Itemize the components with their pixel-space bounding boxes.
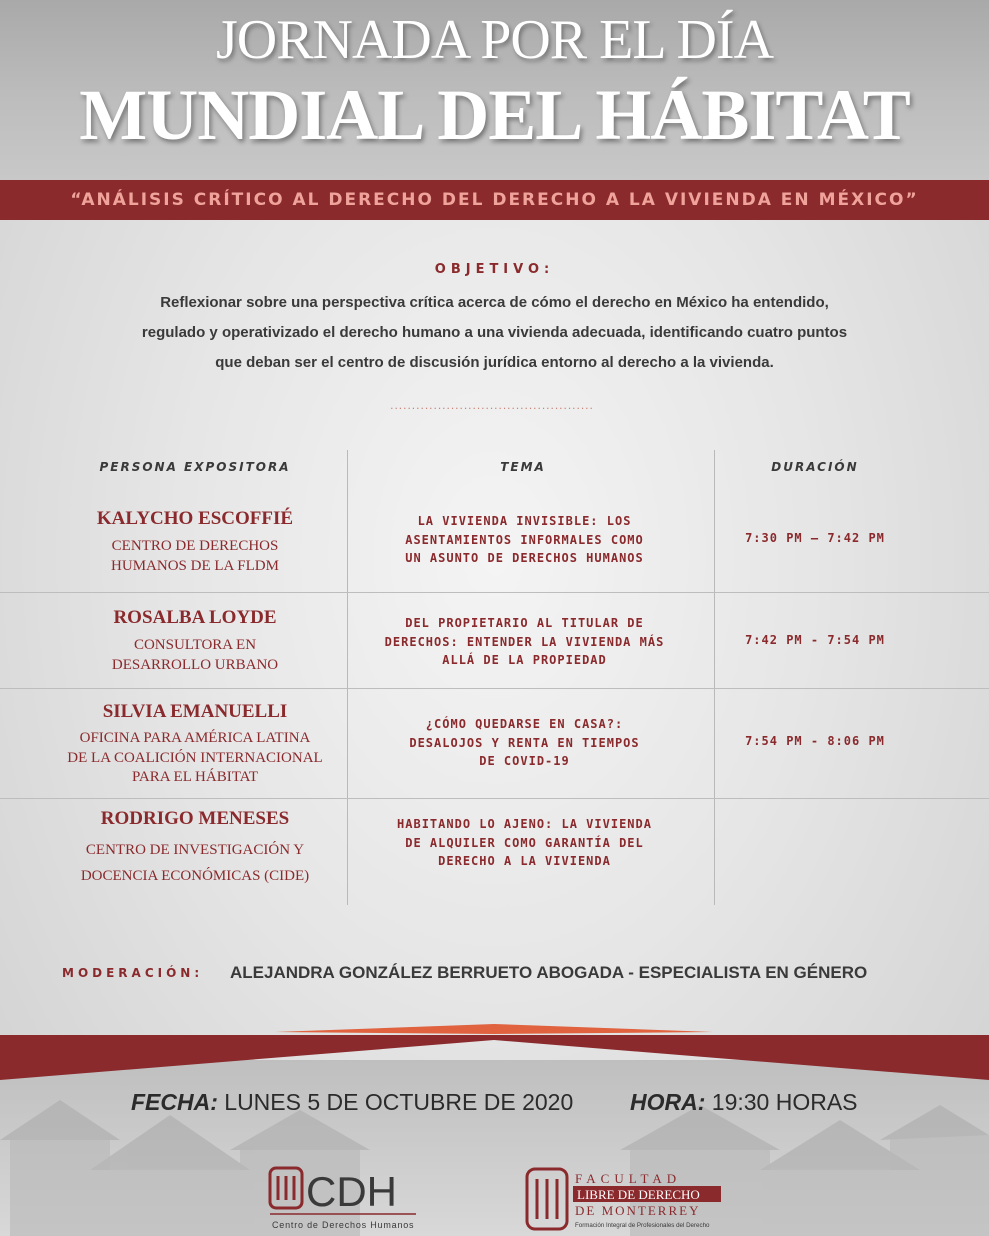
footer-band xyxy=(0,1020,989,1236)
org-line: DE LA COALICIÓN INTERNACIONAL xyxy=(67,749,323,766)
talk-duration: 7:54 PM - 8:06 PM xyxy=(745,734,885,748)
row-divider xyxy=(0,592,989,593)
speaker-name: RODRIGO MENESES xyxy=(100,808,290,829)
topic-line: HABITANDO LO AJENO: LA VIVIENDA xyxy=(397,817,652,831)
topic-line: ASENTAMIENTOS INFORMALES COMO xyxy=(405,532,644,547)
speaker-organization xyxy=(40,837,350,889)
org-line: CONSULTORA EN xyxy=(133,637,257,653)
topic-line: ALLÁ DE LA PROPIEDAD xyxy=(442,653,607,667)
speaker-organization xyxy=(40,537,350,576)
topic-line: DE ALQUILER COMO GARANTÍA DEL xyxy=(405,835,644,850)
objective-line: regulado y operativizado el derecho humano a una vivienda adecuada, identificando cuatro puntos xyxy=(141,324,848,341)
talk-topic xyxy=(352,614,697,670)
dotted-divider: ............................................... xyxy=(390,398,594,412)
fld-logo-mark-icon xyxy=(525,1165,725,1233)
topic-line: DEL PROPIETARIO AL TITULAR DE xyxy=(405,616,644,630)
footer-background-graphic xyxy=(0,1020,989,1236)
header-band xyxy=(0,0,989,180)
org-line: PARA EL HÁBITAT xyxy=(131,769,259,785)
topic-line: ¿CÓMO QUEDARSE EN CASA?: xyxy=(425,717,624,731)
talk-topic xyxy=(352,815,697,871)
objective-text xyxy=(110,288,879,378)
org-line: HUMANOS DE LA FLDM xyxy=(111,557,279,574)
time-value: 19:30 HORAS xyxy=(711,1089,858,1115)
topic-line: DE COVID-19 xyxy=(479,754,570,768)
fld-logo-line1: FACULTAD xyxy=(575,1171,682,1186)
org-line: DESARROLLO URBANO xyxy=(111,656,279,673)
speaker-name: ROSALBA LOYDE xyxy=(113,607,277,628)
time-label: HORA: xyxy=(630,1089,706,1115)
speaker-organization xyxy=(40,636,350,675)
subtitle-band xyxy=(0,180,989,220)
org-line: CENTRO DE INVESTIGACIÓN Y xyxy=(85,842,305,858)
topic-line: DESALOJOS Y RENTA EN TIEMPOS xyxy=(409,735,640,750)
talk-duration: 7:42 PM - 7:54 PM xyxy=(745,633,885,647)
column-divider xyxy=(714,450,715,905)
org-line: DOCENCIA ECONÓMICAS (CIDE) xyxy=(80,868,310,884)
cdh-logo xyxy=(268,1162,418,1232)
topic-line: DERECHO A LA VIVIENDA xyxy=(438,854,611,868)
org-line: OFICINA PARA AMÉRICA LATINA xyxy=(79,730,311,746)
event-date xyxy=(131,1089,573,1116)
fld-logo-caption: Formación Integral de Profesionales del Derecho xyxy=(575,1222,710,1229)
org-line: CENTRO DE DERECHOS xyxy=(111,538,279,554)
objective-line: que deban ser el centro de discusión jurídica entorno al derecho a la vivienda. xyxy=(215,354,774,371)
cdh-logo-mark-icon xyxy=(268,1162,418,1232)
event-time xyxy=(630,1089,858,1116)
objective-line: Reflexionar sobre una perspectiva crítica acerca de cómo el derecho en México ha entendido, xyxy=(160,294,829,311)
column-header-duration: DURACIÓN xyxy=(771,460,859,474)
date-label: FECHA: xyxy=(131,1089,218,1115)
topic-line: LA VIVIENDA INVISIBLE: LOS xyxy=(417,514,632,528)
talk-duration: 7:30 PM – 7:42 PM xyxy=(745,531,885,545)
row-divider xyxy=(0,688,989,689)
cdh-logo-text: CDH xyxy=(306,1168,397,1215)
objective-label: OBJETIVO: xyxy=(434,262,555,277)
moderation-label: MODERACIÓN: xyxy=(62,966,204,980)
column-header-speaker: PERSONA EXPOSITORA xyxy=(99,460,291,474)
row-divider xyxy=(0,798,989,799)
column-header-topic: TEMA xyxy=(500,460,546,474)
speaker-organization xyxy=(40,729,350,788)
fld-logo-line3: DE MONTERREY xyxy=(575,1203,701,1218)
cdh-logo-caption: Centro de Derechos Humanos xyxy=(272,1220,415,1230)
date-value: LUNES 5 DE OCTUBRE DE 2020 xyxy=(224,1089,574,1115)
topic-line: DERECHOS: ENTENDER LA VIVIENDA MÁS xyxy=(384,634,665,649)
speaker-name: SILVIA EMANUELLI xyxy=(102,701,288,722)
subtitle: “ANÁLISIS CRÍTICO AL DERECHO DEL DERECHO A LA VIVIENDA EN MÉXICO” xyxy=(70,190,919,210)
fld-logo xyxy=(525,1165,725,1233)
moderation-value: ALEJANDRA GONZÁLEZ BERRUETO ABOGADA - ESPECIALISTA EN GÉNERO xyxy=(230,963,868,982)
talk-topic xyxy=(352,715,697,771)
speaker-name: KALYCHO ESCOFFIÉ xyxy=(96,508,294,529)
topic-line: UN ASUNTO DE DERECHOS HUMANOS xyxy=(405,551,644,565)
title-line-1: JORNADA POR EL DÍA xyxy=(215,9,774,71)
title-line-2: MUNDIAL DEL HÁBITAT xyxy=(79,75,910,155)
fld-logo-line2: LIBRE DE DERECHO xyxy=(577,1187,700,1202)
talk-topic xyxy=(352,512,697,568)
